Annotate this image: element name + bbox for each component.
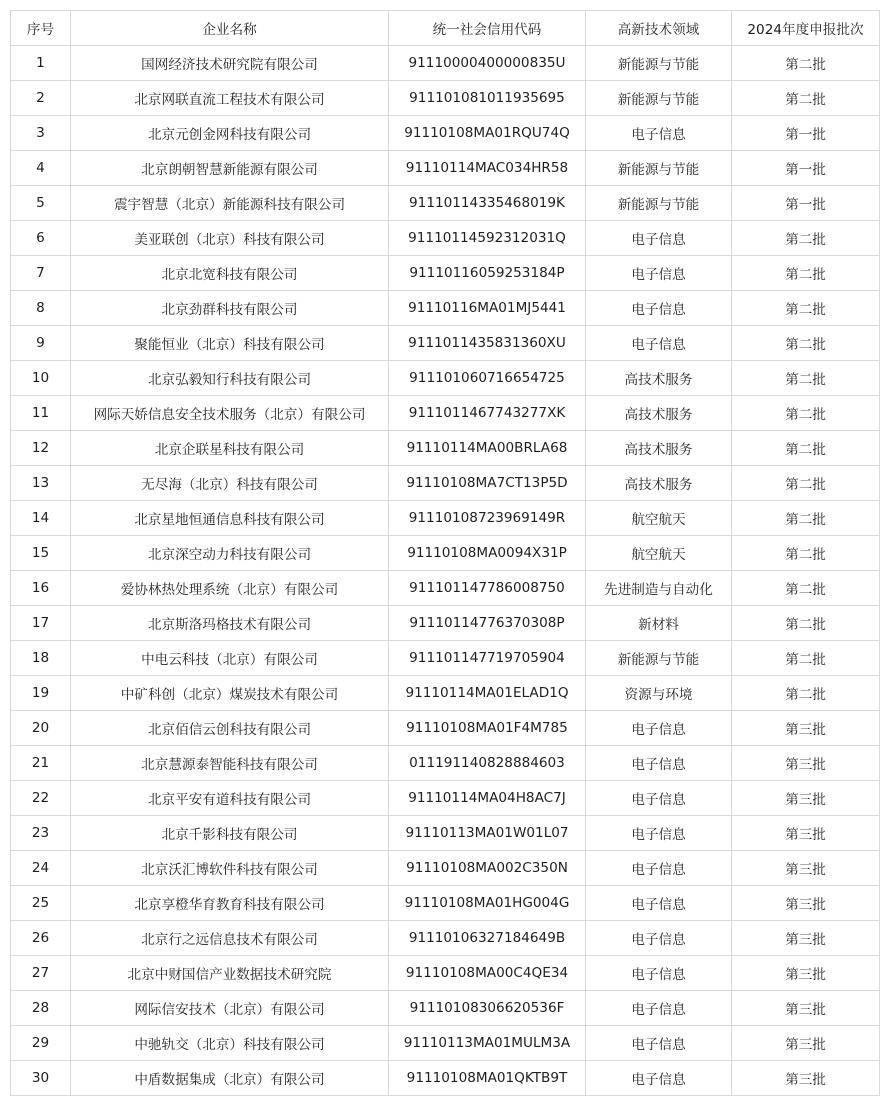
- cell-index[interactable]: 26: [11, 921, 71, 956]
- cell-company-name[interactable]: 北京斯洛玛格技术有限公司: [71, 606, 389, 641]
- cell-tech-field[interactable]: 电子信息: [586, 1026, 732, 1061]
- table-row[interactable]: [11, 676, 880, 711]
- cell-tech-field[interactable]: 电子信息: [586, 991, 732, 1026]
- header-row: [11, 11, 880, 46]
- cell-credit-code[interactable]: 91110108723969149R: [389, 501, 586, 536]
- cell-credit-code[interactable]: 91110108MA00C4QE34: [389, 956, 586, 991]
- cell-company-name[interactable]: 北京佰信云创科技有限公司: [71, 711, 389, 746]
- cell-company-name[interactable]: 北京星地恒通信息科技有限公司: [71, 501, 389, 536]
- cell-index[interactable]: 28: [11, 991, 71, 1026]
- cell-batch[interactable]: 第三批: [732, 746, 880, 781]
- cell-company-name[interactable]: 北京企联星科技有限公司: [71, 431, 389, 466]
- cell-batch[interactable]: 第二批: [732, 571, 880, 606]
- cell-batch[interactable]: 第二批: [732, 466, 880, 501]
- cell-batch[interactable]: 第一批: [732, 116, 880, 151]
- cell-tech-field[interactable]: 新能源与节能: [586, 641, 732, 676]
- cell-tech-field[interactable]: 电子信息: [586, 956, 732, 991]
- cell-index[interactable]: 15: [11, 536, 71, 571]
- cell-tech-field[interactable]: 电子信息: [586, 326, 732, 361]
- cell-index[interactable]: 7: [11, 256, 71, 291]
- cell-tech-field[interactable]: 电子信息: [586, 711, 732, 746]
- table-row[interactable]: [11, 1026, 880, 1061]
- cell-credit-code[interactable]: 9111011435831360XU: [389, 326, 586, 361]
- cell-tech-field[interactable]: 电子信息: [586, 886, 732, 921]
- cell-credit-code[interactable]: 91110116MA01MJ5441: [389, 291, 586, 326]
- cell-batch[interactable]: 第二批: [732, 256, 880, 291]
- cell-tech-field[interactable]: 电子信息: [586, 851, 732, 886]
- cell-tech-field[interactable]: 新能源与节能: [586, 46, 732, 81]
- table-row[interactable]: [11, 886, 880, 921]
- cell-credit-code[interactable]: 911101060716654725: [389, 361, 586, 396]
- table-row[interactable]: [11, 256, 880, 291]
- cell-index[interactable]: 24: [11, 851, 71, 886]
- cell-index[interactable]: 1: [11, 46, 71, 81]
- cell-company-name[interactable]: 无尽海（北京）科技有限公司: [71, 466, 389, 501]
- cell-batch[interactable]: 第二批: [732, 291, 880, 326]
- cell-batch[interactable]: 第二批: [732, 396, 880, 431]
- table-row[interactable]: [11, 536, 880, 571]
- cell-index[interactable]: 27: [11, 956, 71, 991]
- table-row[interactable]: [11, 816, 880, 851]
- cell-index[interactable]: 8: [11, 291, 71, 326]
- cell-tech-field[interactable]: 先进制造与自动化: [586, 571, 732, 606]
- cell-company-name[interactable]: 北京劲群科技有限公司: [71, 291, 389, 326]
- cell-company-name[interactable]: 网际信安技术（北京）有限公司: [71, 991, 389, 1026]
- cell-tech-field[interactable]: 高技术服务: [586, 431, 732, 466]
- cell-company-name[interactable]: 北京沃汇博软件科技有限公司: [71, 851, 389, 886]
- header-batch: 2024年度申报批次: [732, 11, 880, 46]
- cell-credit-code[interactable]: 91110000400000835U: [389, 46, 586, 81]
- cell-batch[interactable]: 第二批: [732, 606, 880, 641]
- cell-company-name[interactable]: 北京千影科技有限公司: [71, 816, 389, 851]
- cell-index[interactable]: 21: [11, 746, 71, 781]
- cell-index[interactable]: 2: [11, 81, 71, 116]
- cell-batch[interactable]: 第二批: [732, 221, 880, 256]
- cell-company-name[interactable]: 中盾数据集成（北京）有限公司: [71, 1061, 389, 1096]
- cell-credit-code[interactable]: 91110114MA01ELAD1Q: [389, 676, 586, 711]
- cell-batch[interactable]: 第三批: [732, 921, 880, 956]
- cell-credit-code[interactable]: 911101081011935695: [389, 81, 586, 116]
- cell-tech-field[interactable]: 航空航天: [586, 501, 732, 536]
- cell-index[interactable]: 25: [11, 886, 71, 921]
- table-row[interactable]: [11, 151, 880, 186]
- table-row[interactable]: [11, 116, 880, 151]
- cell-company-name[interactable]: 中矿科创（北京）煤炭技术有限公司: [71, 676, 389, 711]
- cell-credit-code[interactable]: 91110108MA002C350N: [389, 851, 586, 886]
- cell-batch[interactable]: 第三批: [732, 711, 880, 746]
- table-row[interactable]: [11, 921, 880, 956]
- table-row[interactable]: [11, 781, 880, 816]
- cell-tech-field[interactable]: 电子信息: [586, 746, 732, 781]
- cell-company-name[interactable]: 聚能恒业（北京）科技有限公司: [71, 326, 389, 361]
- cell-index[interactable]: 10: [11, 361, 71, 396]
- table-row[interactable]: [11, 641, 880, 676]
- cell-index[interactable]: 3: [11, 116, 71, 151]
- cell-company-name[interactable]: 网际天娇信息安全技术服务（北京）有限公司: [71, 396, 389, 431]
- cell-credit-code[interactable]: 91110114335468019K: [389, 186, 586, 221]
- table-row[interactable]: [11, 326, 880, 361]
- header-credit-code: 统一社会信用代码: [389, 11, 586, 46]
- cell-batch[interactable]: 第二批: [732, 431, 880, 466]
- cell-tech-field[interactable]: 高技术服务: [586, 361, 732, 396]
- cell-index[interactable]: 6: [11, 221, 71, 256]
- cell-credit-code[interactable]: 91110114776370308P: [389, 606, 586, 641]
- cell-batch[interactable]: 第三批: [732, 851, 880, 886]
- cell-index[interactable]: 29: [11, 1026, 71, 1061]
- cell-tech-field[interactable]: 电子信息: [586, 256, 732, 291]
- cell-tech-field[interactable]: 电子信息: [586, 816, 732, 851]
- cell-index[interactable]: 13: [11, 466, 71, 501]
- cell-batch[interactable]: 第一批: [732, 186, 880, 221]
- cell-tech-field[interactable]: 高技术服务: [586, 396, 732, 431]
- table-row[interactable]: [11, 291, 880, 326]
- cell-credit-code[interactable]: 91110108MA7CT13P5D: [389, 466, 586, 501]
- table-row[interactable]: [11, 746, 880, 781]
- cell-company-name[interactable]: 北京行之远信息技术有限公司: [71, 921, 389, 956]
- cell-credit-code[interactable]: 911101147719705904: [389, 641, 586, 676]
- table-row[interactable]: [11, 991, 880, 1026]
- cell-credit-code[interactable]: 91110114MA04H8AC7J: [389, 781, 586, 816]
- table-row[interactable]: [11, 46, 880, 81]
- cell-tech-field[interactable]: 电子信息: [586, 116, 732, 151]
- cell-tech-field[interactable]: 电子信息: [586, 1061, 732, 1096]
- cell-credit-code[interactable]: 91110108MA0094X31P: [389, 536, 586, 571]
- table-row[interactable]: [11, 851, 880, 886]
- cell-company-name[interactable]: 北京朗朝智慧新能源有限公司: [71, 151, 389, 186]
- cell-company-name[interactable]: 北京平安有道科技有限公司: [71, 781, 389, 816]
- cell-credit-code[interactable]: 91110108MA01RQU74Q: [389, 116, 586, 151]
- cell-company-name[interactable]: 北京深空动力科技有限公司: [71, 536, 389, 571]
- cell-company-name[interactable]: 北京元创金网科技有限公司: [71, 116, 389, 151]
- table-row[interactable]: [11, 81, 880, 116]
- cell-credit-code[interactable]: 91110114592312031Q: [389, 221, 586, 256]
- cell-batch[interactable]: 第二批: [732, 326, 880, 361]
- cell-credit-code[interactable]: 91110108MA01QKTB9T: [389, 1061, 586, 1096]
- cell-tech-field[interactable]: 高技术服务: [586, 466, 732, 501]
- cell-credit-code[interactable]: 9111011467743277XK: [389, 396, 586, 431]
- cell-batch[interactable]: 第三批: [732, 956, 880, 991]
- cell-index[interactable]: 22: [11, 781, 71, 816]
- cell-batch[interactable]: 第三批: [732, 991, 880, 1026]
- cell-company-name[interactable]: 中电云科技（北京）有限公司: [71, 641, 389, 676]
- cell-company-name[interactable]: 中驰轨交（北京）科技有限公司: [71, 1026, 389, 1061]
- cell-batch[interactable]: 第三批: [732, 1026, 880, 1061]
- cell-company-name[interactable]: 北京弘毅知行科技有限公司: [71, 361, 389, 396]
- cell-credit-code[interactable]: 91110114MA00BRLA68: [389, 431, 586, 466]
- cell-batch[interactable]: 第三批: [732, 781, 880, 816]
- cell-index[interactable]: 5: [11, 186, 71, 221]
- cell-credit-code[interactable]: 011191140828884603: [389, 746, 586, 781]
- cell-company-name[interactable]: 北京网联直流工程技术有限公司: [71, 81, 389, 116]
- table-row[interactable]: [11, 711, 880, 746]
- cell-index[interactable]: 4: [11, 151, 71, 186]
- cell-batch[interactable]: 第三批: [732, 886, 880, 921]
- cell-tech-field[interactable]: 电子信息: [586, 221, 732, 256]
- company-table: [10, 10, 880, 1096]
- cell-batch[interactable]: 第二批: [732, 361, 880, 396]
- cell-company-name[interactable]: 北京中财国信产业数据技术研究院: [71, 956, 389, 991]
- cell-company-name[interactable]: 美亚联创（北京）科技有限公司: [71, 221, 389, 256]
- cell-credit-code[interactable]: 911101147786008750: [389, 571, 586, 606]
- cell-tech-field[interactable]: 新能源与节能: [586, 81, 732, 116]
- cell-company-name[interactable]: 爱协林热处理系统（北京）有限公司: [71, 571, 389, 606]
- cell-batch[interactable]: 第一批: [732, 151, 880, 186]
- table-body: [11, 46, 880, 1096]
- cell-company-name[interactable]: 北京北宽科技有限公司: [71, 256, 389, 291]
- table-row[interactable]: [11, 186, 880, 221]
- cell-tech-field[interactable]: 资源与环境: [586, 676, 732, 711]
- cell-index[interactable]: 12: [11, 431, 71, 466]
- table-row[interactable]: [11, 396, 880, 431]
- cell-batch[interactable]: 第二批: [732, 46, 880, 81]
- cell-batch[interactable]: 第三批: [732, 1061, 880, 1096]
- cell-index[interactable]: 11: [11, 396, 71, 431]
- cell-batch[interactable]: 第二批: [732, 81, 880, 116]
- cell-tech-field[interactable]: 新能源与节能: [586, 186, 732, 221]
- cell-batch[interactable]: 第二批: [732, 536, 880, 571]
- cell-tech-field[interactable]: 电子信息: [586, 781, 732, 816]
- cell-index[interactable]: 16: [11, 571, 71, 606]
- cell-batch[interactable]: 第二批: [732, 501, 880, 536]
- cell-index[interactable]: 9: [11, 326, 71, 361]
- cell-company-name[interactable]: 北京享橙华育教育科技有限公司: [71, 886, 389, 921]
- table-row[interactable]: [11, 431, 880, 466]
- header-company-name: 企业名称: [71, 11, 389, 46]
- cell-index[interactable]: 19: [11, 676, 71, 711]
- table-row[interactable]: [11, 466, 880, 501]
- cell-tech-field[interactable]: 电子信息: [586, 291, 732, 326]
- cell-index[interactable]: 20: [11, 711, 71, 746]
- cell-index[interactable]: 23: [11, 816, 71, 851]
- cell-tech-field[interactable]: 新能源与节能: [586, 151, 732, 186]
- cell-index[interactable]: 17: [11, 606, 71, 641]
- cell-company-name[interactable]: 北京慧源泰智能科技有限公司: [71, 746, 389, 781]
- table-row[interactable]: [11, 571, 880, 606]
- cell-credit-code[interactable]: 91110108306620536F: [389, 991, 586, 1026]
- cell-credit-code[interactable]: 91110116059253184P: [389, 256, 586, 291]
- cell-index[interactable]: 14: [11, 501, 71, 536]
- cell-credit-code[interactable]: 91110106327184649B: [389, 921, 586, 956]
- table-row[interactable]: [11, 221, 880, 256]
- table-row[interactable]: [11, 956, 880, 991]
- table-row[interactable]: [11, 1061, 880, 1096]
- cell-credit-code[interactable]: 91110108MA01F4M785: [389, 711, 586, 746]
- cell-company-name[interactable]: 震宇智慧（北京）新能源科技有限公司: [71, 186, 389, 221]
- cell-tech-field[interactable]: 电子信息: [586, 921, 732, 956]
- cell-batch[interactable]: 第二批: [732, 641, 880, 676]
- cell-batch[interactable]: 第三批: [732, 816, 880, 851]
- header-index: 序号: [11, 11, 71, 46]
- cell-company-name[interactable]: 国网经济技术研究院有限公司: [71, 46, 389, 81]
- table-row[interactable]: [11, 361, 880, 396]
- cell-index[interactable]: 18: [11, 641, 71, 676]
- cell-batch[interactable]: 第二批: [732, 676, 880, 711]
- cell-credit-code[interactable]: 91110114MAC034HR58: [389, 151, 586, 186]
- table-row[interactable]: [11, 606, 880, 641]
- header-tech-field: 高新技术领域: [586, 11, 732, 46]
- table-row[interactable]: [11, 501, 880, 536]
- cell-credit-code[interactable]: 91110108MA01HG004G: [389, 886, 586, 921]
- cell-tech-field[interactable]: 新材料: [586, 606, 732, 641]
- cell-credit-code[interactable]: 91110113MA01W01L07: [389, 816, 586, 851]
- cell-tech-field[interactable]: 航空航天: [586, 536, 732, 571]
- cell-credit-code[interactable]: 91110113MA01MULM3A: [389, 1026, 586, 1061]
- cell-index[interactable]: 30: [11, 1061, 71, 1096]
